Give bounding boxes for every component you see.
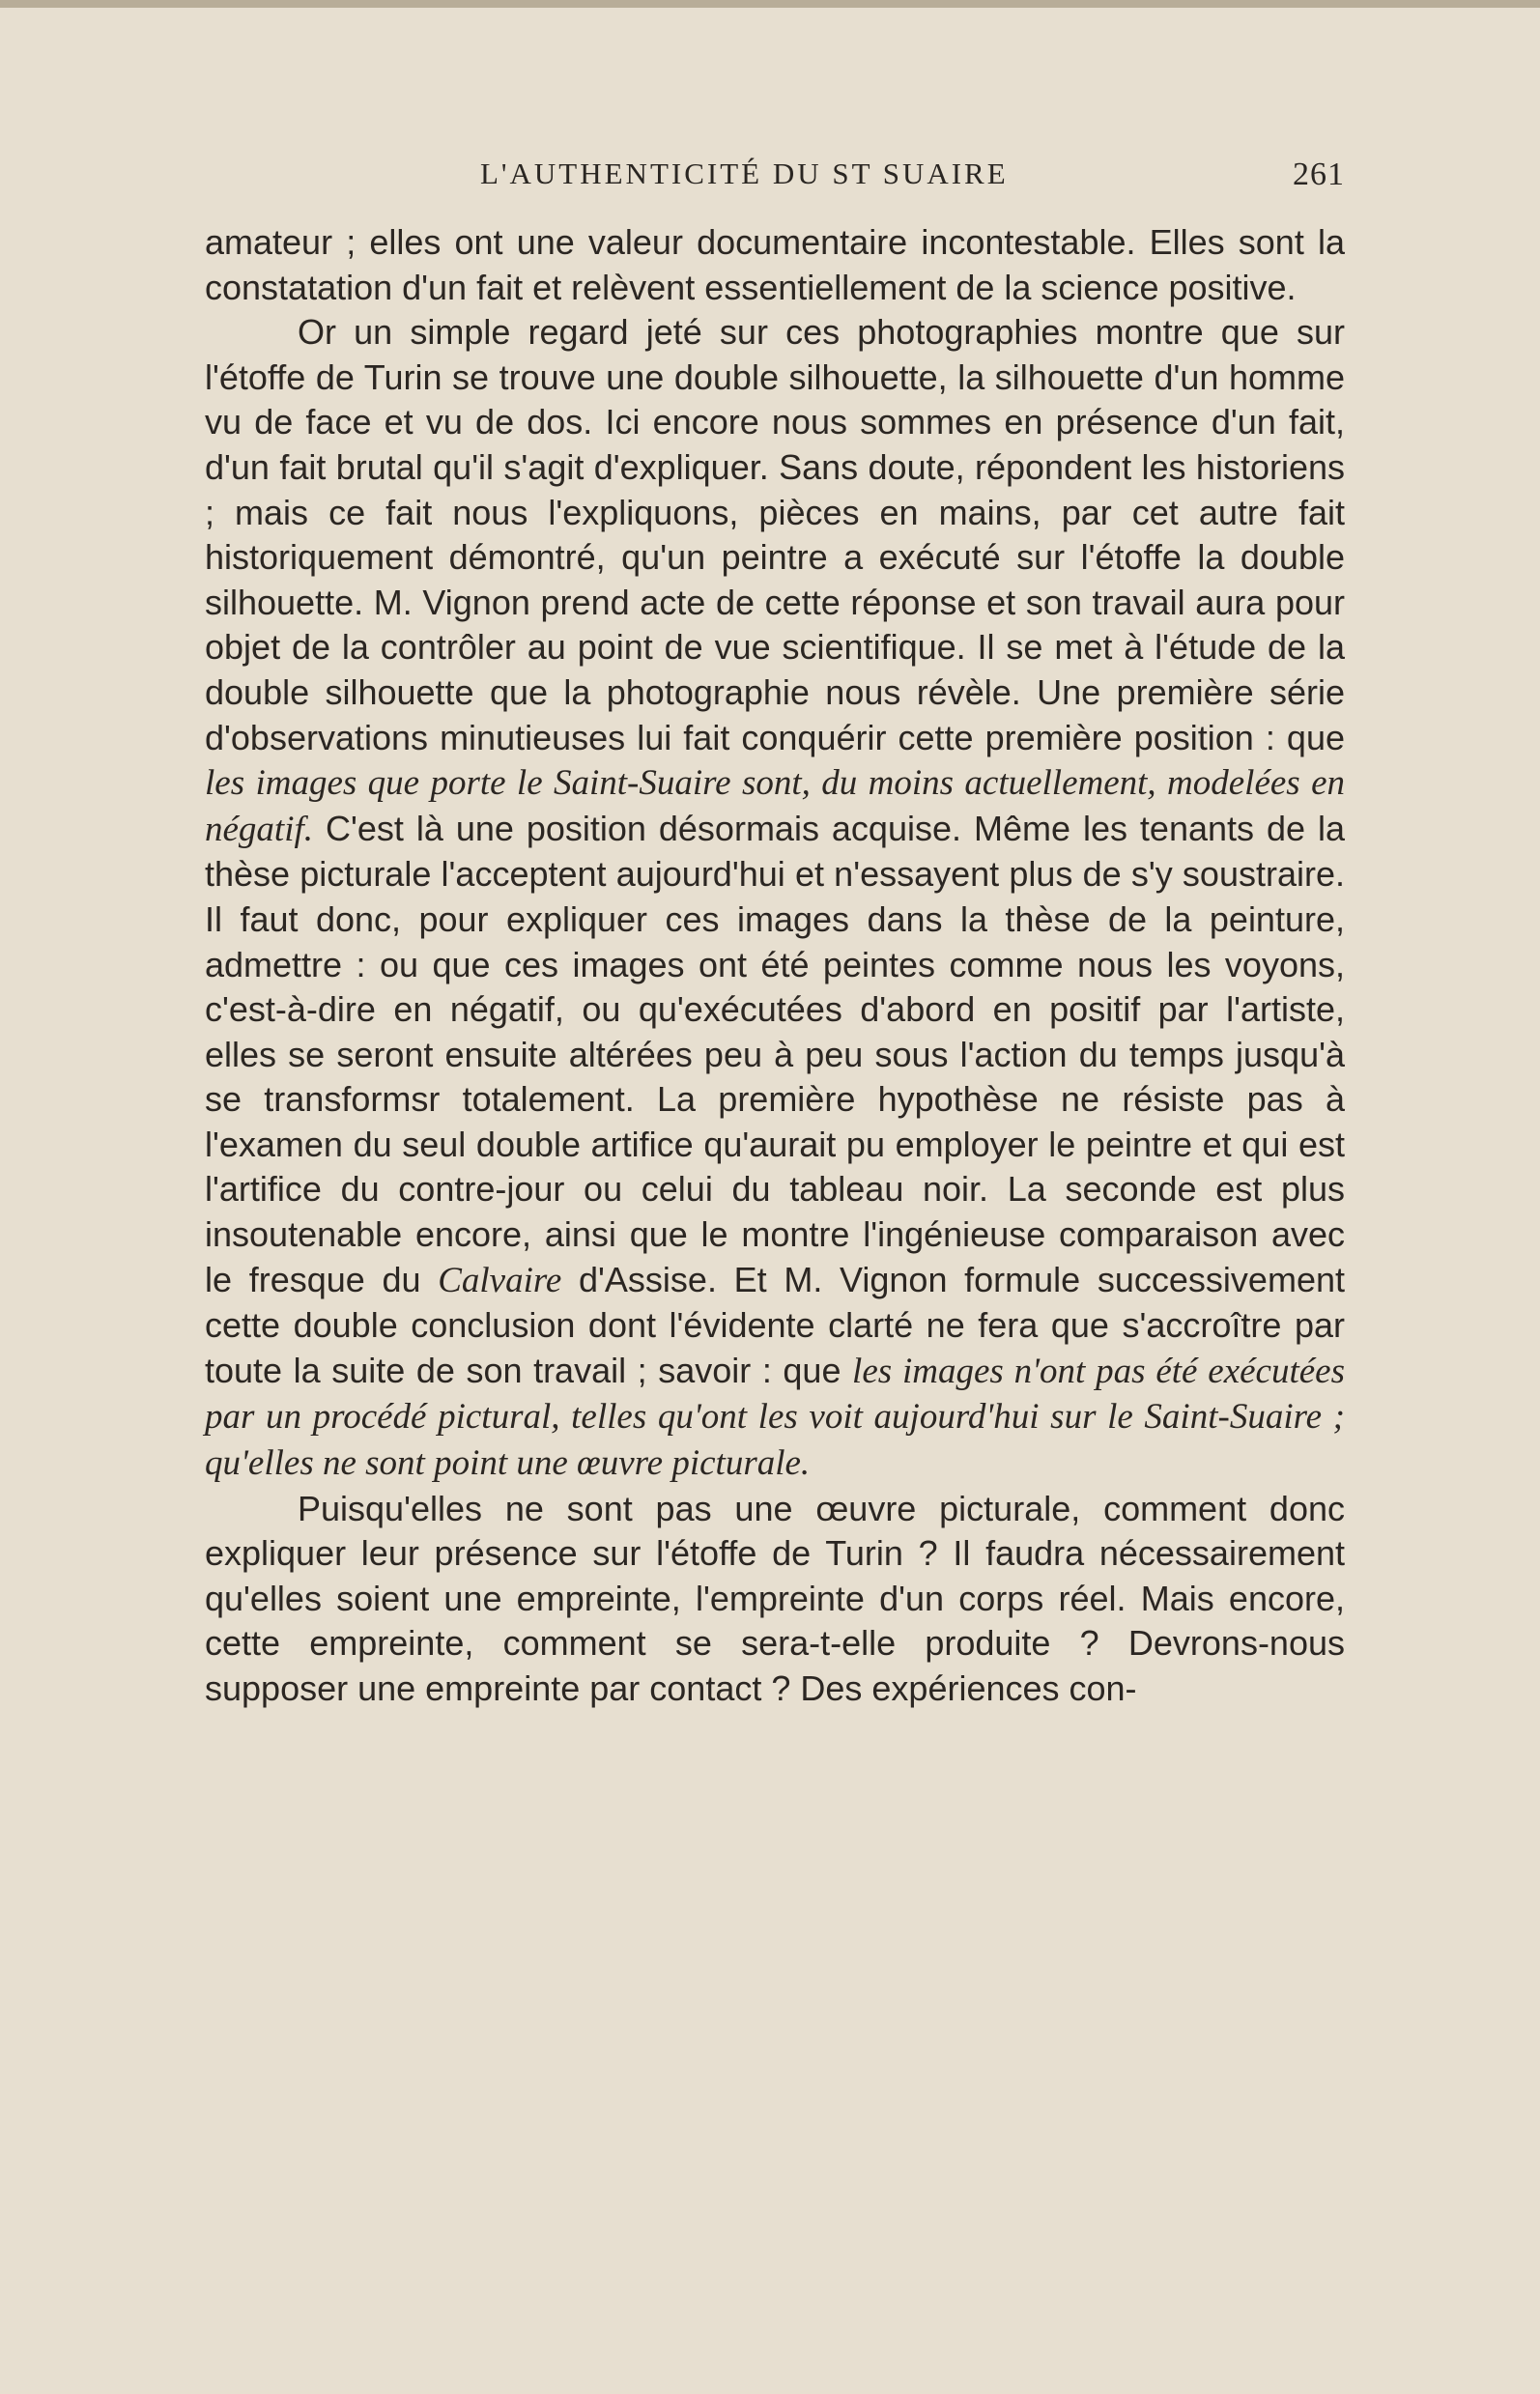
text-run: Or un simple regard jeté sur ces photographies montre que sur l'étoffe de Turin se trouve une double silhouette, la silhouette d'un homme vu de face et vu de dos. Ici encore nous sommes en présence d'un fait, d'un fait brutal qu'il s'agit d'expliquer. Sans doute, répondent les historiens ; mais ce fait nous l'expliquons, pièces en mains, par cet autre fait historiquement démontré, qu'un peintre a exécuté sur l'étoffe la double silhouette. M. Vignon prend acte de cette réponse et son travail aura pour objet de la contrôler au point de vue scientifique. Il se met à l'étude de la double silhouette que la photographie nous révèle. Une première série d'observations minutieuses lui fait conquérir cette première position : que (205, 312, 1345, 757)
body-text (205, 220, 1345, 1712)
italic-run: les images n'ont pas été exécutées par un procédé pictural, telles qu'ont les voit aujourd'hui sur le Saint-Suaire ; qu'elles ne sont point une œuvre picturale. (205, 1351, 1345, 1484)
running-title: L'AUTHENTICITÉ DU ST SUAIRE (480, 157, 1009, 190)
page-top-edge (0, 0, 1540, 8)
paragraph-3 (205, 1487, 1345, 1712)
paragraph-2 (205, 310, 1345, 1486)
text-run: amateur ; elles ont une valeur documentaire incontestable. Elles sont la constatation d'un fait et relèvent essentiellement de la science positive. (205, 222, 1345, 307)
paragraph-1 (205, 220, 1345, 310)
page-number: 261 (1293, 157, 1345, 192)
text-run: Puisqu'elles ne sont pas une œuvre picturale, comment donc expliquer leur présence sur l'étoffe de Turin ? Il faudra nécessairement qu'elles soient une empreinte, l'empreinte d'un corps réel. Mais encore, cette empreinte, comment se sera-t-elle produite ? Devrons-nous supposer une empreinte par contact ? Des expériences con- (205, 1488, 1345, 1708)
text-run: d'Assise. Et M. Vignon formule successivement cette double conclusion dont l'évidente clarté ne fera que s'accroître par toute la suite de son travail ; savoir : que (205, 1259, 1345, 1390)
running-head (205, 157, 1345, 205)
italic-run: les images que porte le Saint-Suaire sont, du moins actuellement, modelées en négatif. (205, 763, 1345, 849)
italic-run: Calvaire (438, 1260, 562, 1300)
text-run: C'est là une position désormais acquise. Même les tenants de la thèse picturale l'acceptent aujourd'hui et n'essayent plus de s'y soustraire. Il faut donc, pour expliquer ces images dans la thèse de la peinture, admettre : ou que ces images ont été peintes comme nous les voyons, c'est-à-dire en négatif, ou qu'exécutées d'abord en positif par l'artiste, elles se seront ensuite altérées peu à peu sous l'action du temps jusqu'à se transformsr totalement. La première hypothèse ne résiste pas à l'examen du seul double artifice qu'aurait pu employer le peintre et qui est l'artifice du contre-jour ou celui du tableau noir. La seconde est plus insoutenable encore, ainsi que le montre l'ingénieuse comparaison avec le fresque du (205, 808, 1345, 1299)
